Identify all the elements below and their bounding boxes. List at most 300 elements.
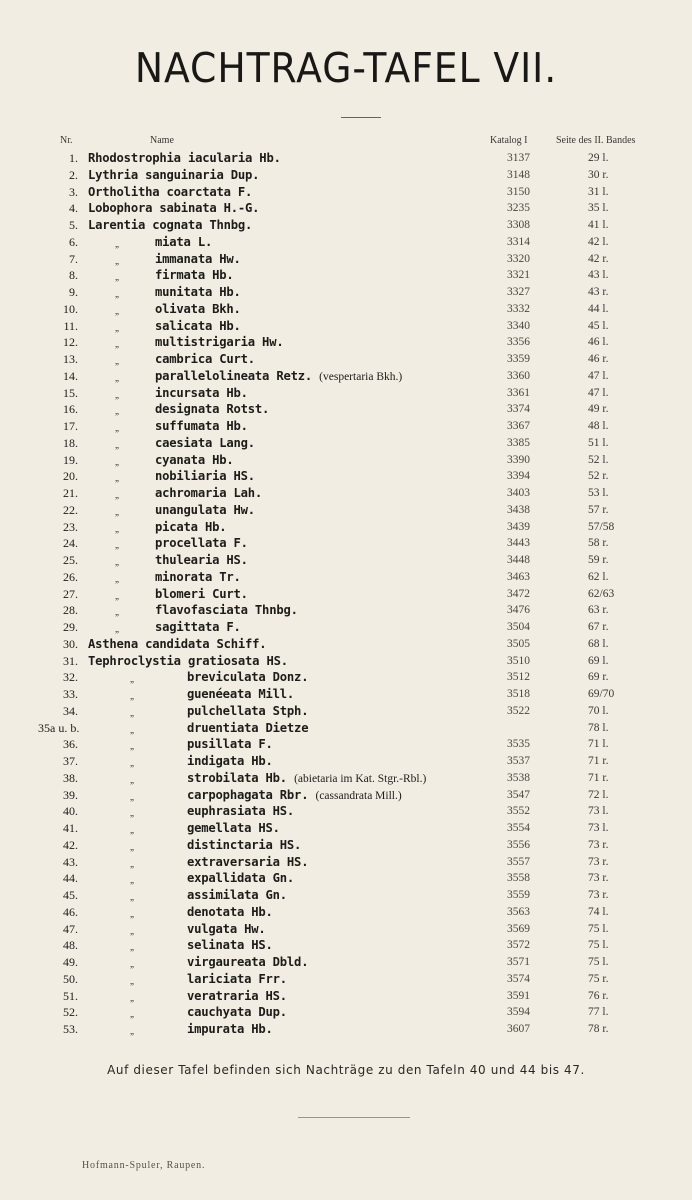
katalog-number: 3340 (507, 319, 530, 332)
ditto-mark: „ (130, 942, 134, 953)
page-reference: 73 l. (588, 805, 609, 818)
ditto-mark: „ (115, 272, 119, 283)
species-label: cognata Thnbg. (152, 218, 253, 232)
species-label: salicata Hb. (155, 318, 241, 333)
species-label: flavofasciata Thnbg. (155, 603, 298, 618)
ditto-mark: „ (115, 389, 119, 400)
ditto-mark: „ (115, 557, 119, 567)
header-nr: Nr. (60, 135, 73, 146)
page-reference: 31 l. (588, 185, 609, 198)
species-label: miata L. (155, 234, 213, 249)
species-name (155, 519, 226, 536)
species-label: gemellata HS. (187, 821, 280, 835)
species-name (187, 937, 273, 954)
species-name (187, 686, 294, 703)
ditto-mark: „ (115, 456, 119, 467)
katalog-number: 3137 (507, 152, 530, 164)
genus-label: Lythria (88, 167, 138, 182)
table-row (0, 401, 692, 418)
ditto-mark: „ (130, 1026, 134, 1036)
species-name (155, 318, 241, 335)
ditto-mark: „ (130, 825, 134, 835)
row-number: 8. (69, 268, 78, 283)
species-label: gratiosata HS. (187, 653, 288, 668)
ditto-mark: „ (115, 607, 119, 618)
genus-name (88, 217, 252, 234)
katalog-number: 3563 (507, 905, 530, 918)
table-row (0, 351, 692, 368)
species-name (155, 401, 269, 418)
row-number: 17. (63, 419, 78, 433)
katalog-number: 3538 (507, 771, 530, 784)
table-row (0, 368, 692, 385)
species-label: iacularia Hb. (187, 151, 281, 165)
table-row (0, 602, 692, 619)
table-row (0, 686, 692, 703)
ditto-mark: „ (130, 741, 134, 752)
genus-label: Lobophora (88, 201, 153, 216)
synonym-note: (vespertaria Bkh.) (319, 370, 403, 383)
page-reference: 48 l. (588, 420, 609, 432)
katalog-number: 3547 (507, 788, 530, 801)
row-number: 18. (63, 435, 78, 450)
species-label: thulearia HS. (155, 553, 248, 567)
row-number: 11. (63, 318, 78, 333)
species-label: multistrigaria Hw. (155, 335, 284, 350)
ditto-mark: „ (130, 992, 134, 1003)
genus-name (88, 184, 252, 201)
table-row (0, 988, 692, 1005)
katalog-number: 3571 (507, 956, 530, 968)
species-name (187, 753, 273, 770)
synonym-note: (cassandrata Mill.) (315, 789, 402, 802)
row-number: 24. (63, 536, 78, 551)
species-label: sanguinaria Dup. (145, 167, 260, 182)
katalog-number: 3522 (507, 704, 530, 717)
page-reference: 43 l. (588, 269, 609, 282)
table-row (0, 954, 692, 971)
row-number: 39. (63, 787, 78, 802)
page-title: NACHTRAG-TAFEL VII. (134, 44, 558, 92)
row-number: 25. (63, 553, 78, 567)
katalog-number: 3504 (507, 621, 530, 633)
species-label: candidata Schiff. (145, 636, 267, 651)
page-reference: 73 r. (588, 872, 609, 885)
genus-name (88, 200, 259, 217)
species-name (187, 921, 266, 938)
row-number: 26. (63, 569, 78, 584)
species-name (155, 435, 255, 452)
species-name (187, 787, 402, 805)
table-row (0, 1004, 692, 1021)
katalog-number: 3607 (507, 1023, 530, 1035)
page-reference: 63 r. (588, 604, 609, 617)
row-number: 9. (69, 285, 78, 299)
row-number: 37. (63, 754, 78, 768)
page-reference: 43 r. (588, 286, 609, 298)
katalog-number: 3557 (507, 855, 530, 868)
page-reference: 52 r. (588, 470, 609, 483)
page-reference: 75 l. (588, 956, 609, 968)
ditto-mark: „ (130, 892, 134, 902)
table-row (0, 468, 692, 485)
row-number: 2. (69, 167, 78, 182)
katalog-number: 3320 (507, 252, 530, 265)
ditto-mark: „ (130, 691, 134, 701)
page-reference: 59 r. (588, 554, 609, 566)
katalog-number: 3235 (507, 202, 530, 215)
species-label: impurata Hb. (187, 1022, 273, 1036)
species-name (155, 468, 255, 485)
genus-name (88, 150, 281, 167)
table-row (0, 535, 692, 552)
species-name (187, 1004, 287, 1021)
page-reference: 67 r. (588, 621, 609, 633)
ditto-mark: „ (130, 875, 134, 886)
table-row (0, 452, 692, 469)
page-reference: 29 l. (588, 152, 609, 164)
page-reference: 42 r. (588, 252, 609, 265)
species-name (187, 770, 426, 788)
katalog-number: 3356 (507, 336, 530, 349)
ditto-mark: „ (115, 238, 119, 249)
katalog-number: 3572 (507, 939, 530, 952)
katalog-number: 3385 (507, 436, 530, 449)
species-label: virgaureata Dbld. (187, 955, 309, 969)
katalog-number: 3518 (507, 688, 530, 700)
page-reference: 73 r. (588, 889, 609, 901)
ditto-mark: „ (115, 372, 119, 383)
species-name (155, 234, 212, 251)
table-row (0, 251, 692, 268)
katalog-number: 3463 (507, 570, 530, 583)
species-label: incursata Hb. (155, 385, 248, 400)
species-label: firmata Hb. (155, 268, 234, 283)
title-divider (341, 117, 381, 118)
species-label: expallidata Gn. (187, 871, 295, 886)
ditto-mark: „ (130, 791, 134, 802)
table-row (0, 653, 692, 670)
species-name (155, 535, 248, 552)
table-row (0, 435, 692, 452)
katalog-number: 3150 (507, 185, 530, 198)
species-label: munitata Hb. (155, 285, 241, 299)
page-reference: 75 l. (588, 922, 609, 935)
header-katalog: Katalog I (490, 135, 528, 146)
page-reference: 58 r. (588, 537, 609, 550)
page-reference: 57/58 (588, 520, 615, 533)
ditto-mark: „ (130, 975, 134, 986)
table-row (0, 703, 692, 720)
page-reference: 51 l. (588, 436, 609, 449)
ditto-mark: „ (115, 473, 119, 484)
katalog-number: 3554 (507, 822, 530, 834)
genus-label: Ortholitha (88, 184, 160, 199)
table-row (0, 820, 692, 837)
species-label: pusillata F. (187, 737, 273, 752)
table-row (0, 318, 692, 335)
page-reference: 47 l. (588, 369, 609, 382)
katalog-number: 3472 (507, 587, 530, 600)
species-label: picata Hb. (155, 519, 227, 534)
page-reference: 41 l. (588, 219, 609, 231)
table-row (0, 502, 692, 519)
species-label: suffumata Hb. (155, 419, 248, 433)
species-name (155, 301, 241, 318)
row-number: 31. (63, 653, 78, 668)
ditto-mark: „ (130, 707, 134, 718)
table-row (0, 904, 692, 921)
species-name (155, 251, 241, 268)
ditto-mark: „ (115, 523, 119, 534)
table-row (0, 569, 692, 586)
page-reference: 73 r. (588, 855, 609, 868)
row-number: 13. (63, 352, 78, 366)
ditto-mark: „ (130, 925, 134, 936)
species-name (187, 1021, 273, 1038)
species-label: blomeri Curt. (155, 586, 248, 601)
species-name (155, 267, 234, 284)
ditto-mark: „ (115, 590, 119, 601)
table-row (0, 787, 692, 804)
genus-name (88, 636, 266, 653)
katalog-number: 3321 (507, 269, 530, 282)
species-label: designata Rotst. (155, 402, 270, 417)
row-number: 32. (63, 670, 78, 685)
row-number: 19. (63, 452, 78, 467)
row-number: 51. (63, 988, 78, 1003)
species-name (155, 619, 241, 636)
page-reference: 69/70 (588, 688, 615, 700)
species-name (155, 602, 298, 619)
header-name: Name (150, 135, 174, 146)
ditto-mark: „ (130, 841, 134, 852)
species-name (155, 418, 248, 435)
row-number: 50. (63, 971, 78, 986)
row-number: 36. (63, 737, 78, 752)
species-label: procellata F. (155, 536, 248, 551)
species-label: selinata HS. (187, 938, 273, 953)
table-row (0, 234, 692, 251)
synonym-note: (abietaria im Kat. Stgr.-Rbl.) (294, 772, 427, 785)
row-number: 14. (63, 368, 78, 383)
species-name (187, 720, 308, 737)
row-number: 30. (63, 636, 78, 651)
katalog-number: 3505 (507, 637, 530, 650)
species-label: veratraria HS. (187, 988, 287, 1003)
row-number: 45. (63, 888, 78, 902)
page-reference: 68 l. (588, 637, 609, 650)
table-row (0, 552, 692, 569)
row-number: 47. (63, 921, 78, 936)
page-reference: 72 l. (588, 788, 609, 801)
ditto-mark: „ (115, 423, 119, 433)
page-reference: 62/63 (588, 587, 615, 600)
species-label: euphrasiata HS. (187, 804, 295, 819)
ditto-mark: „ (115, 255, 119, 266)
ditto-mark: „ (115, 573, 119, 584)
species-label: sabinata H.-G. (159, 201, 260, 216)
species-label: strobilata Hb. (187, 770, 287, 785)
page-reference: 78 l. (588, 721, 609, 734)
species-label: denotata Hb. (187, 904, 273, 919)
row-number: 48. (63, 938, 78, 953)
species-name (187, 703, 308, 720)
species-label: minorata Tr. (155, 569, 241, 584)
table-row (0, 937, 692, 954)
table-row (0, 184, 692, 201)
table-row (0, 837, 692, 854)
row-number: 7. (69, 251, 78, 266)
genus-label: Asthena (88, 636, 138, 651)
row-number: 35a u. b. (38, 720, 80, 735)
genus-label: Larentia (88, 218, 146, 232)
table-row (0, 753, 692, 770)
table-row (0, 485, 692, 502)
ditto-mark: „ (130, 724, 134, 735)
row-number: 1. (69, 151, 78, 165)
table-row (0, 167, 692, 184)
katalog-number: 3367 (507, 420, 530, 432)
table-row (0, 385, 692, 402)
page-reference: 77 l. (588, 1006, 609, 1019)
genus-label: Rhodostrophia (88, 151, 181, 165)
katalog-number: 3394 (507, 470, 530, 483)
table-row (0, 870, 692, 887)
ditto-mark: „ (115, 439, 119, 450)
table-row (0, 803, 692, 820)
katalog-number: 3559 (507, 889, 530, 901)
species-name (187, 954, 308, 971)
katalog-number: 3537 (507, 755, 530, 767)
species-label: distinctaria HS. (187, 837, 302, 852)
species-label: parallelolineata Retz. (155, 368, 313, 383)
species-name (155, 368, 402, 386)
species-name (155, 552, 248, 569)
table-row (0, 334, 692, 351)
species-label: pulchellata Stph. (187, 703, 309, 718)
species-label: vulgata Hw. (187, 921, 266, 936)
katalog-number: 3332 (507, 302, 530, 315)
species-name (187, 971, 287, 988)
species-name (187, 837, 301, 854)
row-number: 10. (63, 301, 78, 316)
katalog-number: 3314 (507, 235, 530, 248)
page-reference: 35 l. (588, 202, 609, 215)
katalog-number: 3439 (507, 520, 530, 533)
table-row (0, 971, 692, 988)
footnote: Auf dieser Tafel befinden sich Nachträge zu den Tafeln 40 und 44 bis 47. (107, 1063, 585, 1077)
katalog-number: 3327 (507, 286, 530, 298)
row-number: 23. (63, 519, 78, 534)
row-number: 34. (63, 703, 78, 718)
row-number: 15. (63, 385, 78, 400)
page-reference: 75 r. (588, 972, 609, 985)
katalog-number: 3443 (507, 537, 530, 550)
row-number: 3. (69, 184, 78, 199)
species-name (155, 284, 241, 301)
ditto-mark: „ (115, 322, 119, 333)
page-reference: 45 l. (588, 319, 609, 332)
bottom-divider (298, 1117, 410, 1118)
row-number: 38. (63, 770, 78, 785)
katalog-number: 3448 (507, 554, 530, 566)
katalog-number: 3535 (507, 738, 530, 751)
species-label: assimilata Gn. (187, 888, 287, 902)
page-reference: 30 r. (588, 168, 609, 181)
table-row (0, 854, 692, 871)
table-row (0, 619, 692, 636)
table-row (0, 1021, 692, 1038)
row-number: 20. (63, 469, 78, 484)
page-reference: 74 l. (588, 905, 609, 918)
page-reference: 71 r. (588, 771, 609, 784)
page-reference: 62 l. (588, 570, 609, 583)
page-reference: 78 r. (588, 1023, 609, 1035)
katalog-number: 3556 (507, 838, 530, 851)
page-reference: 42 l. (588, 235, 609, 248)
katalog-number: 3148 (507, 168, 530, 181)
katalog-number: 3510 (507, 654, 530, 667)
row-number: 22. (63, 502, 78, 517)
species-label: caesiata Lang. (155, 435, 255, 450)
species-label: extraversaria HS. (187, 854, 309, 869)
katalog-number: 3558 (507, 872, 530, 885)
genus-name (88, 653, 288, 670)
species-label: breviculata Donz. (187, 670, 309, 685)
table-row (0, 720, 692, 737)
ditto-mark: „ (115, 289, 119, 299)
species-label: olivata Bkh. (155, 301, 241, 316)
row-number: 4. (69, 201, 78, 216)
species-name (187, 887, 287, 904)
row-number: 49. (63, 955, 78, 969)
ditto-mark: „ (130, 674, 134, 685)
table-row (0, 636, 692, 653)
page-reference: 73 l. (588, 822, 609, 834)
row-number: 43. (63, 854, 78, 869)
table-row (0, 770, 692, 787)
page-reference: 73 r. (588, 838, 609, 851)
species-label: achromaria Lah. (155, 486, 263, 500)
table-row (0, 669, 692, 686)
species-name (187, 870, 294, 887)
row-number: 27. (63, 586, 78, 601)
table-row (0, 418, 692, 435)
katalog-number: 3438 (507, 503, 530, 516)
page-reference: 71 r. (588, 755, 609, 767)
table-row (0, 284, 692, 301)
row-number: 44. (63, 871, 78, 886)
row-number: 28. (63, 603, 78, 618)
row-number: 42. (63, 837, 78, 852)
row-number: 12. (63, 335, 78, 350)
page-reference: 53 l. (588, 487, 609, 499)
species-label: guenéeata Mill. (187, 687, 295, 701)
species-name (187, 988, 287, 1005)
table-row (0, 921, 692, 938)
page-reference: 47 l. (588, 386, 609, 399)
genus-label: Tephroclystia (88, 653, 181, 668)
species-name (155, 452, 234, 469)
species-name (187, 803, 294, 820)
species-label: immanata Hw. (155, 251, 241, 266)
katalog-number: 3374 (507, 403, 530, 416)
katalog-number: 3403 (507, 487, 530, 499)
page-reference: 69 l. (588, 654, 609, 667)
row-number: 6. (69, 234, 78, 249)
page-reference: 70 l. (588, 704, 609, 717)
